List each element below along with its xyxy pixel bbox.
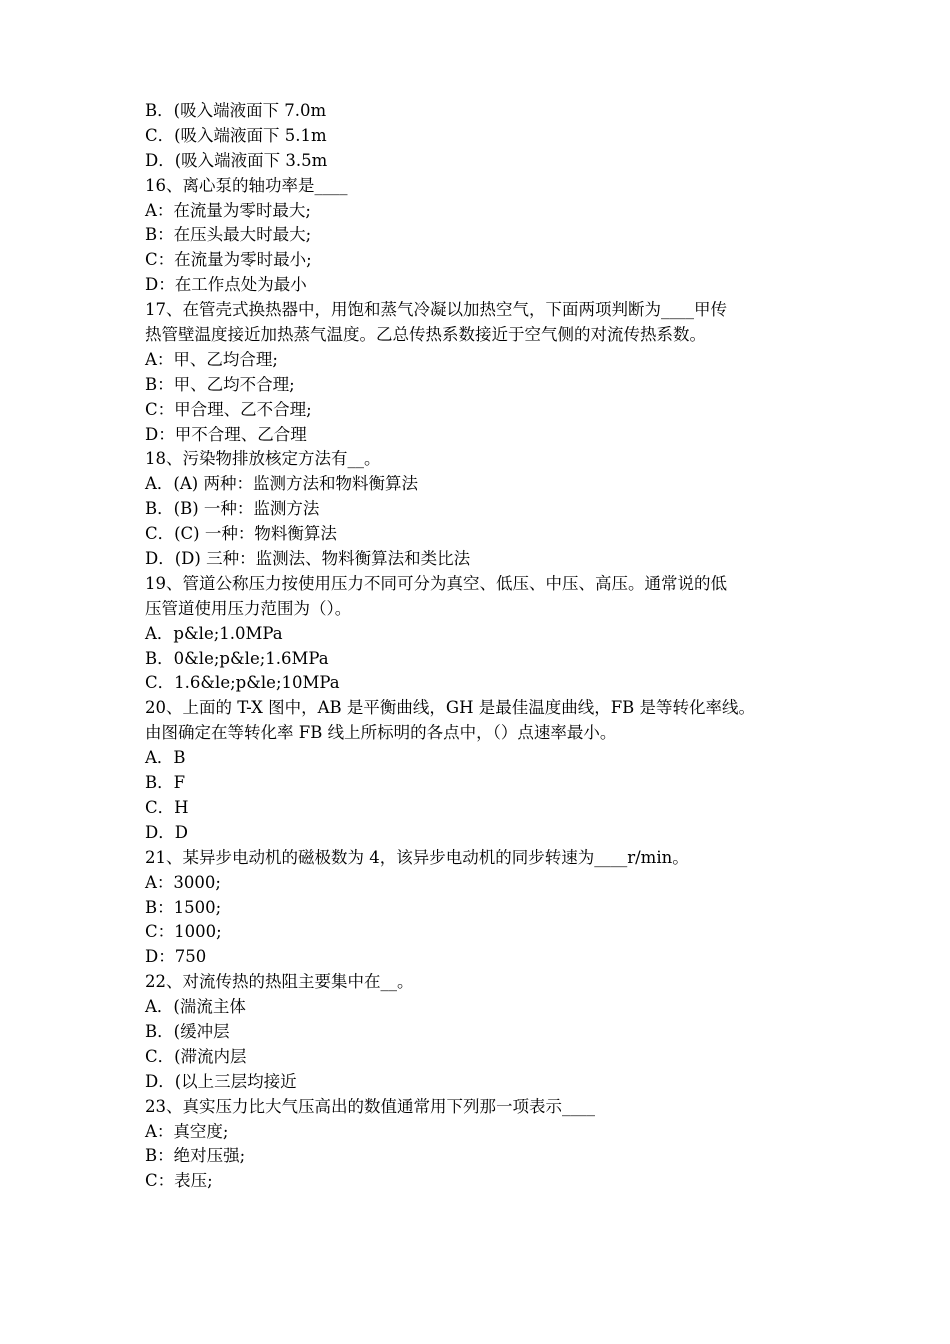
question-20-continued: 由图确定在等转化率 FB 线上所标明的各点中，（）点速率最小。 — [145, 723, 617, 743]
question-18: 18、污染物排放核定方法有__。 — [145, 449, 381, 469]
option-line: B：1500; — [145, 897, 222, 917]
option-line: C．(滞流内层 — [145, 1046, 247, 1066]
option-line: C．(吸入端液面下 5.1m — [145, 125, 327, 145]
option-line: D：甲不合理、乙合理 — [145, 424, 307, 444]
option-line: B：在压头最大时最大; — [145, 225, 312, 245]
option-line: A：在流量为零时最大; — [145, 200, 311, 220]
option-line: B：绝对压强; — [145, 1146, 246, 1166]
option-line: A．B — [145, 748, 186, 768]
option-line: B：甲、乙均不合理; — [145, 374, 295, 394]
option-line: B．(缓冲层 — [145, 1021, 230, 1041]
option-line: A：甲、乙均合理; — [145, 349, 278, 369]
question-23: 23、真实压力比大气压高出的数值通常用下列那一项表示____ — [145, 1096, 595, 1116]
option-line: A．(A) 两种：监测方法和物料衡算法 — [145, 474, 418, 494]
question-19-continued: 压管道使用压力范围为（）。 — [145, 598, 352, 618]
option-line: D．(吸入端液面下 3.5m — [145, 150, 328, 170]
option-line: C．(C) 一种：物料衡算法 — [145, 524, 337, 544]
option-line: D．(以上三层均接近 — [145, 1071, 297, 1091]
option-line: A：3000; — [145, 872, 221, 892]
document-body — [145, 99, 810, 1194]
option-line: C：表压; — [145, 1171, 213, 1191]
option-line: D．(D) 三种：监测法、物料衡算法和类比法 — [145, 549, 471, 569]
option-line: B．F — [145, 773, 186, 793]
option-line: C．1.6&le;p&le;10MPa — [145, 673, 340, 693]
question-21: 21、某异步电动机的磁极数为 4，该异步电动机的同步转速为____r/min。 — [145, 847, 689, 867]
option-line: A．(湍流主体 — [145, 997, 246, 1017]
option-line: D．D — [145, 822, 188, 842]
question-19: 19、管道公称压力按使用压力不同可分为真空、低压、中压、高压。通常说的低 — [145, 573, 727, 593]
option-line: D：在工作点处为最小 — [145, 275, 307, 295]
option-line: C：1000; — [145, 922, 222, 942]
question-20: 20、上面的 T-X 图中，AB 是平衡曲线，GH 是最佳温度曲线，FB 是等转化率线。 — [145, 698, 756, 718]
question-16: 16、离心泵的轴功率是____ — [145, 175, 348, 195]
question-22: 22、对流传热的热阻主要集中在__。 — [145, 972, 414, 992]
question-17-continued: 热管壁温度接近加热蒸气温度。乙总传热系数接近于空气侧的对流传热系数。 — [145, 325, 706, 345]
option-line: B．(B) 一种：监测方法 — [145, 499, 320, 519]
option-line: D：750 — [145, 947, 207, 967]
option-line: B．0&le;p&le;1.6MPa — [145, 648, 329, 668]
option-line: C．H — [145, 797, 189, 817]
question-17: 17、在管壳式换热器中，用饱和蒸气冷凝以加热空气，下面两项判断为____甲传 — [145, 300, 727, 320]
option-line: A：真空度; — [145, 1121, 229, 1141]
option-line: B．(吸入端液面下 7.0m — [145, 101, 327, 120]
option-line: C：甲合理、乙不合理; — [145, 399, 312, 419]
option-line: A．p&le;1.0MPa — [145, 623, 283, 643]
option-line: C：在流量为零时最小; — [145, 250, 312, 270]
